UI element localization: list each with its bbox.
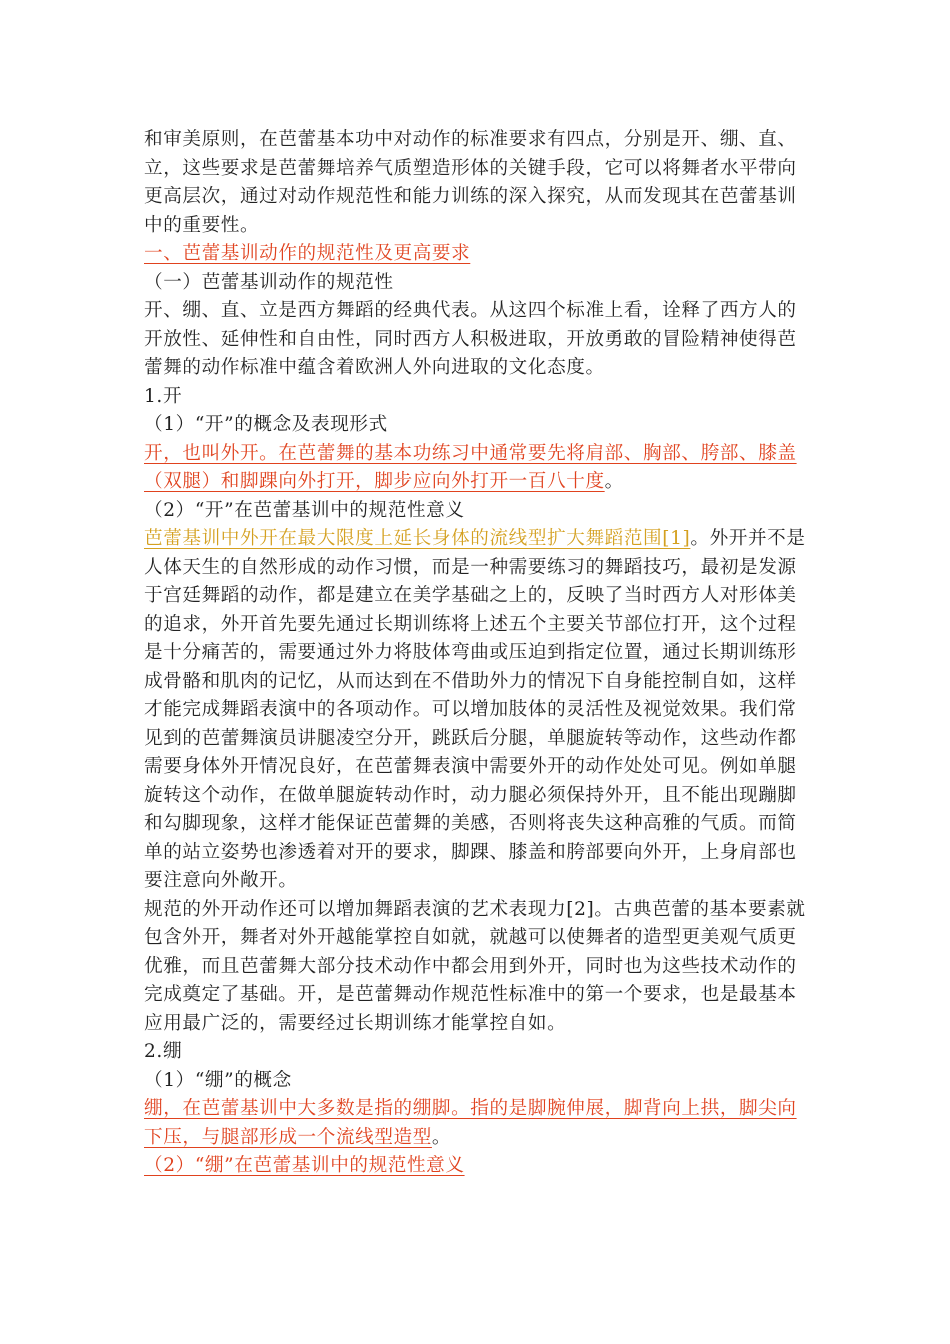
text-segment: 旋转这个动作，在做单腿旋转动作时，动力腿必须保持外开，且不能出现蹦脚 xyxy=(144,784,797,806)
text-line xyxy=(144,810,808,839)
text-segment: 立，这些要求是芭蕾舞培养气质塑造形体的关键手段，它可以将舞者水平带向 xyxy=(144,157,797,179)
text-segment: 才能完成舞蹈表演中的各项动作。可以增加肢体的灵活性及视觉效果。我们常 xyxy=(144,699,797,720)
text-segment: 开、绷、直、立是西方舞蹈的经典代表。从这四个标准上看，诠释了西方人的 xyxy=(144,300,797,321)
text-line xyxy=(144,383,808,412)
text-line xyxy=(144,753,808,782)
text-segment: 人体天生的自然形成的动作习惯，而是一种需要练习的舞蹈技巧，最初是发源 xyxy=(144,556,797,578)
highlighted-text-segment: 绷，在芭蕾基训中大多数是指的绷脚。指的是脚腕伸展，脚背向上拱，脚尖向 xyxy=(144,1098,797,1119)
text-segment: 见到的芭蕾舞演员讲腿凌空分开，跳跃后分腿，单腿旋转等动作，这些动作都 xyxy=(144,727,797,749)
text-line xyxy=(144,411,808,440)
text-line xyxy=(144,440,808,469)
text-line xyxy=(144,867,808,896)
text-segment: 。 xyxy=(431,1126,452,1148)
text-segment: 更高层次，通过对动作规范性和能力训练的深入探究，从而发现其在芭蕾基训 xyxy=(144,186,797,207)
text-segment: （1）“绷”的概念 xyxy=(144,1069,292,1091)
highlighted-text-segment: 开，也叫外开。在芭蕾舞的基本功练习中通常要先将肩部、胸部、胯部、膝盖 xyxy=(144,442,797,464)
text-line xyxy=(144,525,808,554)
text-line xyxy=(144,668,808,697)
text-line xyxy=(144,126,808,155)
text-segment: 需要身体外开情况良好，在芭蕾舞表演中需要外开的动作处处可见。例如单腿 xyxy=(144,756,797,777)
text-line xyxy=(144,953,808,982)
text-line xyxy=(144,1010,808,1039)
text-line xyxy=(144,725,808,754)
text-line xyxy=(144,1095,808,1124)
text-line xyxy=(144,354,808,383)
text-line xyxy=(144,297,808,326)
text-line xyxy=(144,924,808,953)
text-line xyxy=(144,582,808,611)
text-line xyxy=(144,468,808,497)
text-line xyxy=(144,1152,808,1181)
text-segment: 优雅，而且芭蕾舞大部分技术动作中都会用到外开，同时也为这些技术动作的 xyxy=(144,955,797,977)
text-segment: （一）芭蕾基训动作的规范性 xyxy=(144,271,394,293)
text-segment: 包含外开，舞者对外开越能掌控自如就，就越可以使舞者的造型更美观气质更 xyxy=(144,927,797,948)
text-segment: 成骨骼和肌肉的记忆，从而达到在不借助外力的情况下自身能控制自如，这样 xyxy=(144,670,797,692)
text-segment: 规范的外开动作还可以增加舞蹈表演的艺术表现力[2]。古典芭蕾的基本要素就 xyxy=(144,898,806,920)
text-segment: 开放性、延伸性和自由性，同时西方人积极进取，开放勇敢的冒险精神使得芭 xyxy=(144,328,797,350)
text-line xyxy=(144,639,808,668)
text-line xyxy=(144,155,808,184)
text-segment: 。 xyxy=(604,471,624,492)
text-line xyxy=(144,269,808,298)
text-segment: 2.绷 xyxy=(144,1041,183,1062)
text-line xyxy=(144,554,808,583)
text-line xyxy=(144,839,808,868)
highlighted-text-segment: 下压，与腿部形成一个流线型造型 xyxy=(144,1126,432,1148)
text-line xyxy=(144,1067,808,1096)
text-line xyxy=(144,896,808,925)
text-line xyxy=(144,212,808,241)
text-line xyxy=(144,611,808,640)
text-line xyxy=(144,240,808,269)
text-segment: 应用最广泛的，需要经过长期训练才能掌控自如。 xyxy=(144,1012,567,1034)
text-line xyxy=(144,1038,808,1067)
text-segment: （1）“开”的概念及表现形式 xyxy=(144,414,388,435)
text-line xyxy=(144,183,808,212)
highlighted-text-segment: 芭蕾基训中外开在最大限度上延长身体的流线型扩大舞蹈范围[1] xyxy=(144,528,691,549)
text-segment: 于宫廷舞蹈的动作，都是建立在美学基础之上的，反映了当时西方人对形体美 xyxy=(144,585,797,606)
text-line xyxy=(144,696,808,725)
text-line xyxy=(144,981,808,1010)
text-segment: 。外开并不是 xyxy=(690,528,806,549)
text-line xyxy=(144,497,808,526)
text-segment: 完成奠定了基础。开，是芭蕾舞动作规范性标准中的第一个要求，也是最基本 xyxy=(144,984,797,1005)
text-segment: 和审美原则，在芭蕾基本功中对动作的标准要求有四点，分别是开、绷、直、 xyxy=(144,129,797,150)
highlighted-text-segment: （2）“绷”在芭蕾基训中的规范性意义 xyxy=(144,1155,465,1176)
text-segment: 中的重要性。 xyxy=(144,214,260,236)
highlighted-text-segment: （双腿）和脚踝向外打开，脚步应向外打开一百八十度 xyxy=(144,471,605,492)
text-segment: 1.开 xyxy=(144,385,183,407)
text-line xyxy=(144,782,808,811)
text-line xyxy=(144,326,808,355)
highlighted-text-segment: 一、芭蕾基训动作的规范性及更高要求 xyxy=(144,243,471,264)
text-segment: 的追求，外开首先要先通过长期训练将上述五个主要关节部位打开，这个过程 xyxy=(144,613,797,635)
text-line xyxy=(144,1124,808,1153)
text-segment: 和勾脚现象，这样才能保证芭蕾舞的美感，否则将丧失这种高雅的气质。而简 xyxy=(144,813,797,834)
text-segment: 蕾舞的动作标准中蕴含着欧洲人外向进取的文化态度。 xyxy=(144,357,605,378)
text-segment: 是十分痛苦的，需要通过外力将肢体弯曲或压迫到指定位置，通过长期训练形 xyxy=(144,642,797,663)
text-segment: 要注意向外敞开。 xyxy=(144,870,298,891)
text-segment: 单的站立姿势也渗透着对开的要求，脚踝、膝盖和胯部要向外开，上身肩部也 xyxy=(144,841,797,863)
document-body xyxy=(144,126,808,1181)
text-segment: （2）“开”在芭蕾基训中的规范性意义 xyxy=(144,499,465,521)
